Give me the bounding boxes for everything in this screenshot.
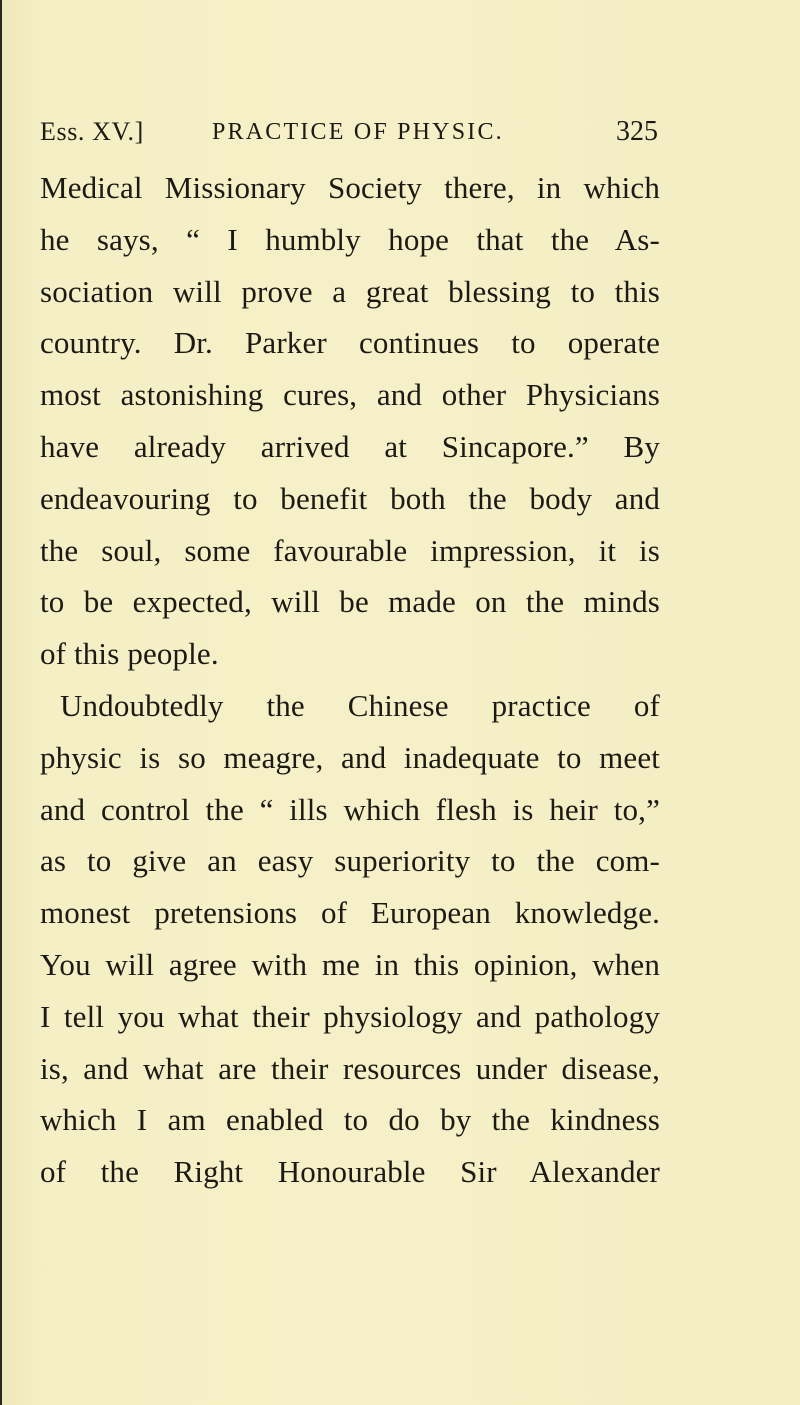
text-line: is, and what are their resources under disease, xyxy=(40,1050,660,1086)
text-line: to be expected, will be made on the minds xyxy=(40,584,660,620)
body-text xyxy=(40,162,660,1198)
text-line: the soul, some favourable impression, it is xyxy=(40,532,660,568)
running-title: PRACTICE OF PHYSIC. xyxy=(212,119,504,145)
running-header xyxy=(40,117,658,161)
text-line: of the Right Honourable Sir Alexander xyxy=(40,1154,660,1190)
text-line: and control the “ ills which flesh is heir to,” xyxy=(40,791,660,827)
text-line: endeavouring to benefit both the body and xyxy=(40,480,660,516)
text-line: monest pretensions of European knowledge. xyxy=(40,895,660,931)
text-line: of this people. xyxy=(40,636,219,672)
text-line: Undoubtedly the Chinese practice of xyxy=(60,687,660,723)
text-line: as to give an easy superiority to the com- xyxy=(40,843,660,879)
text-line: physic is so meagre, and inadequate to meet xyxy=(40,739,660,775)
text-line: have already arrived at Sincapore.” By xyxy=(40,428,660,464)
text-line: he says, “ I humbly hope that the As- xyxy=(40,221,660,257)
text-line: Medical Missionary Society there, in which xyxy=(40,170,660,205)
essay-label: Ess. XV.] xyxy=(40,117,144,146)
page-number: 325 xyxy=(616,116,658,147)
text-line: You will agree with me in this opinion, when xyxy=(40,946,660,982)
text-line: sociation will prove a great blessing to this xyxy=(40,273,660,309)
text-line: which I am enabled to do by the kindness xyxy=(40,1102,660,1138)
page-edge-rule xyxy=(0,0,2,1405)
text-line: most astonishing cures, and other Physicians xyxy=(40,377,660,413)
text-line: I tell you what their physiology and pathology xyxy=(40,998,660,1034)
text-line: country. Dr. Parker continues to operate xyxy=(40,325,660,361)
